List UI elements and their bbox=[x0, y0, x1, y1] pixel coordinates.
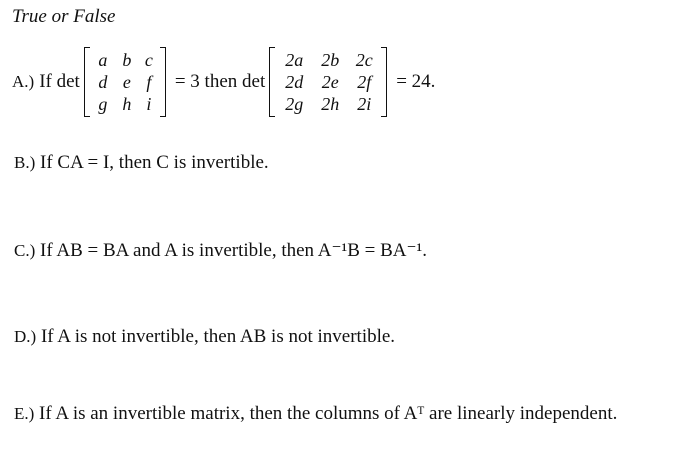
matrix-cell: a bbox=[98, 50, 108, 70]
statement-b-text: If CA = I, then C is invertible. bbox=[40, 152, 269, 173]
matrix-cell: 2d bbox=[285, 72, 304, 92]
statement-c bbox=[14, 240, 427, 262]
statement-d-label: D.) bbox=[14, 327, 37, 346]
left-bracket bbox=[84, 47, 90, 117]
statement-a-label: A.) bbox=[12, 72, 35, 91]
left-bracket bbox=[269, 47, 275, 117]
matrix-cell: i bbox=[146, 94, 152, 114]
matrix-cell: b bbox=[122, 50, 132, 70]
statement-a-equals-24: = 24. bbox=[396, 71, 436, 92]
matrix-cell: 2g bbox=[285, 94, 304, 114]
statement-c-label: C.) bbox=[14, 241, 36, 260]
matrix-cell: 2a bbox=[285, 50, 304, 70]
right-bracket bbox=[381, 47, 387, 117]
page-title: True or False bbox=[12, 6, 116, 27]
matrix-cell: e bbox=[122, 72, 131, 92]
matrix-cell: f bbox=[146, 72, 152, 92]
statement-a-equals-three: = 3 then det bbox=[174, 71, 266, 92]
statement-e bbox=[14, 403, 617, 425]
statement-e-text: If A is an invertible matrix, then the columns of Aᵀ are linearly independent. bbox=[39, 403, 618, 424]
matrix-cell: 2b bbox=[321, 50, 340, 70]
matrix-cell: c bbox=[144, 50, 153, 70]
statement-b bbox=[14, 152, 269, 174]
matrix-cell: h bbox=[122, 94, 132, 114]
right-bracket bbox=[160, 47, 166, 117]
matrix-cell: g bbox=[98, 94, 108, 114]
matrix-cell: 2h bbox=[321, 94, 340, 114]
matrix-abc bbox=[84, 47, 166, 117]
matrix-cell: 2c bbox=[355, 50, 373, 70]
matrix-cell: 2i bbox=[357, 94, 372, 114]
matrix-2abc bbox=[269, 47, 387, 117]
statement-d-text: If A is not invertible, then AB is not invertible. bbox=[40, 326, 396, 347]
statement-a bbox=[12, 44, 435, 120]
statement-b-label: B.) bbox=[14, 153, 36, 172]
matrix-cell: 2e bbox=[321, 72, 339, 92]
statement-e-label: E.) bbox=[14, 404, 35, 423]
statement-d bbox=[14, 326, 395, 348]
matrix-cell: d bbox=[98, 72, 108, 92]
statement-c-text: If AB = BA and A is invertible, then A⁻¹B = BA⁻¹. bbox=[40, 240, 427, 261]
statement-a-if-det: If det bbox=[39, 71, 80, 92]
matrix-cell: 2f bbox=[357, 72, 372, 92]
